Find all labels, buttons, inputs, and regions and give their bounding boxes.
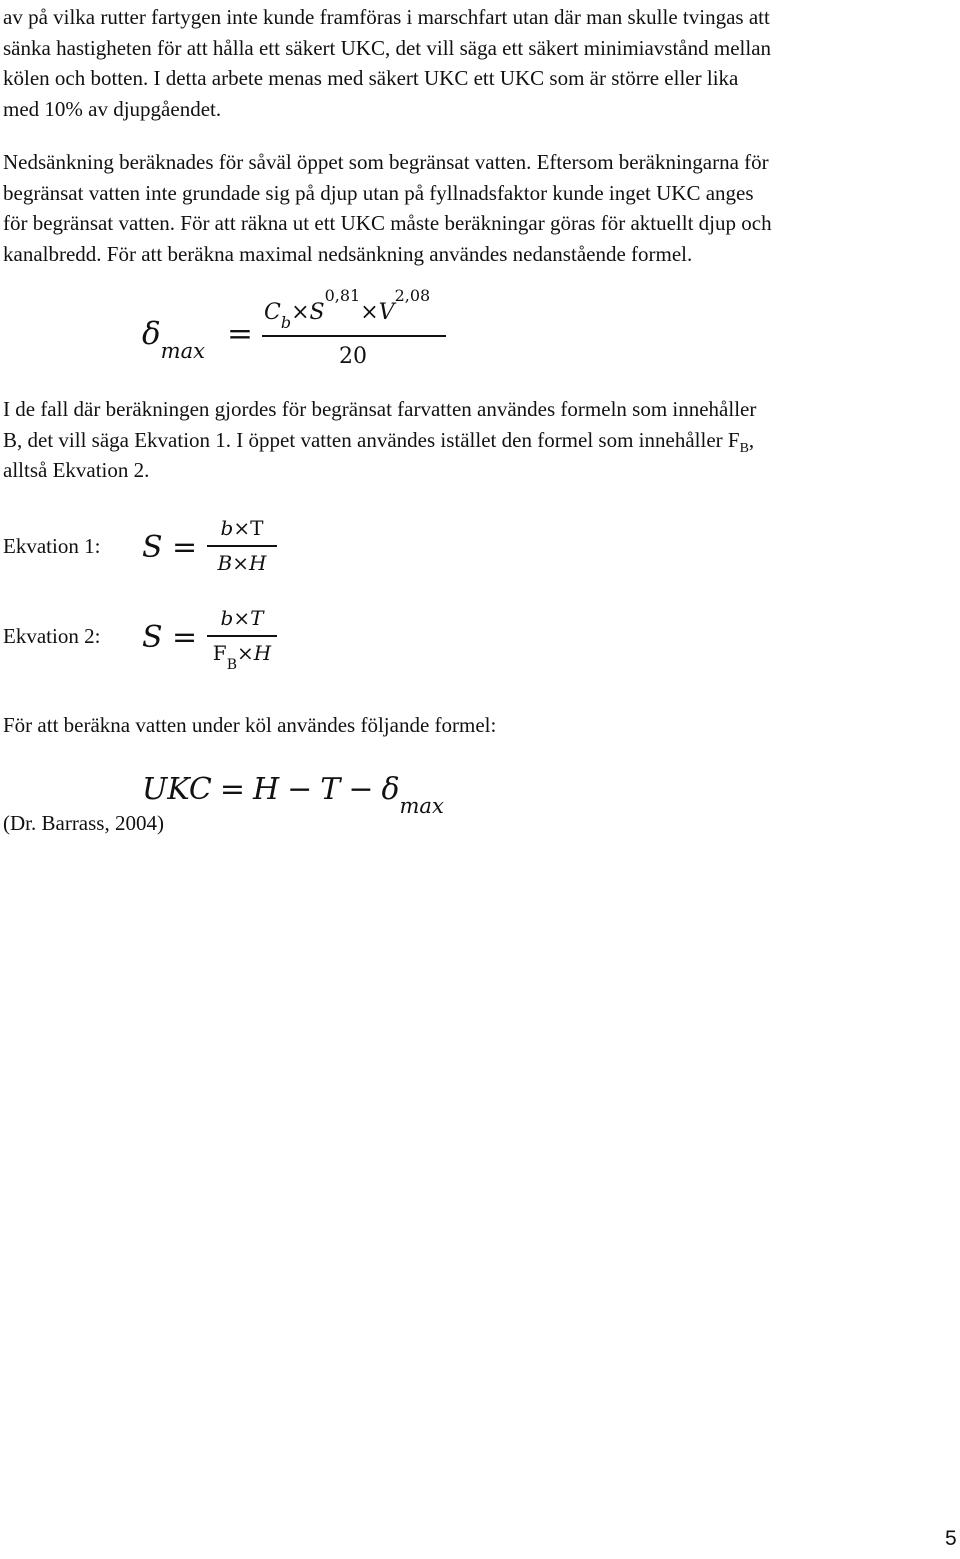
citation: (Dr. Barrass, 2004)	[3, 811, 164, 835]
formula-numerator: $C_b\times S^{0,81}\times V^{2,08}$	[264, 285, 431, 333]
text-line: I de fall där beräkningen gjordes för begränsat farvatten användes formeln som innehåller	[3, 397, 757, 421]
equation-2	[142, 606, 292, 676]
text-line: för begränsat vatten. För att räkna ut ett UKC måste beräkningar göras för aktuellt djup och	[3, 211, 772, 235]
equation-lhs: S	[142, 620, 163, 655]
text-line: av på vilka rutter fartygen inte kunde framföras i marschfart utan där man skulle tvingas att	[3, 5, 770, 29]
equation-denominator: $F_B\times H$	[212, 641, 272, 673]
text-line: B, det vill säga Ekvation 1. I öppet vatten användes istället den formel som innehåller $F_B$,	[3, 427, 755, 456]
paragraph-4	[3, 710, 958, 741]
paragraph-3	[3, 394, 958, 486]
text-line: begränsat vatten inte grundade sig på djup utan på fyllnadsfaktor kunde inget UKC anges	[3, 180, 754, 205]
fraction-bar	[207, 545, 277, 547]
equation-1-label: Ekvation 1:	[3, 534, 101, 558]
page-number: 5	[945, 1527, 957, 1550]
fraction-bar	[262, 335, 446, 337]
text-line: sänka hastigheten för att hålla ett säkert UKC, det vill säga ett säkert minimiavstånd mellan	[3, 35, 772, 60]
fraction-bar	[207, 635, 277, 637]
text-line: alltså Ekvation 2.	[3, 458, 150, 482]
equals-sign: =	[172, 530, 198, 565]
text-line: kölen och botten. I detta arbete menas med säkert UKC ett UKC som är större eller lika	[3, 66, 739, 90]
formula-delta-max	[142, 285, 462, 380]
paragraph-2	[3, 147, 958, 269]
formula-ukc: UKC = $H - T - \delta_{max}$	[142, 772, 444, 818]
equation-numerator: b×T	[220, 516, 264, 540]
equals-sign: =	[227, 316, 253, 352]
text-line: med 10% av djupgåendet.	[3, 96, 222, 121]
text-line: kanalbredd. För att beräkna maximal nedsänkning användes nedanstående formel.	[3, 241, 693, 266]
equation-denominator: B×H	[217, 551, 267, 575]
formula-lhs: $\delta_{max}$	[142, 316, 205, 364]
text-line: För att beräkna vatten under köl användes följande formel:	[3, 713, 497, 737]
equation-1	[142, 516, 292, 586]
paragraph-1	[3, 2, 958, 124]
equation-numerator: b×T	[220, 606, 264, 630]
equation-lhs: S	[142, 530, 163, 565]
equals-sign: =	[172, 620, 198, 655]
equation-2-label: Ekvation 2:	[3, 624, 101, 648]
text-line: Nedsänkning beräknades för såväl öppet som begränsat vatten. Eftersom beräkningarna för	[3, 150, 769, 174]
formula-denominator: 20	[339, 344, 367, 369]
